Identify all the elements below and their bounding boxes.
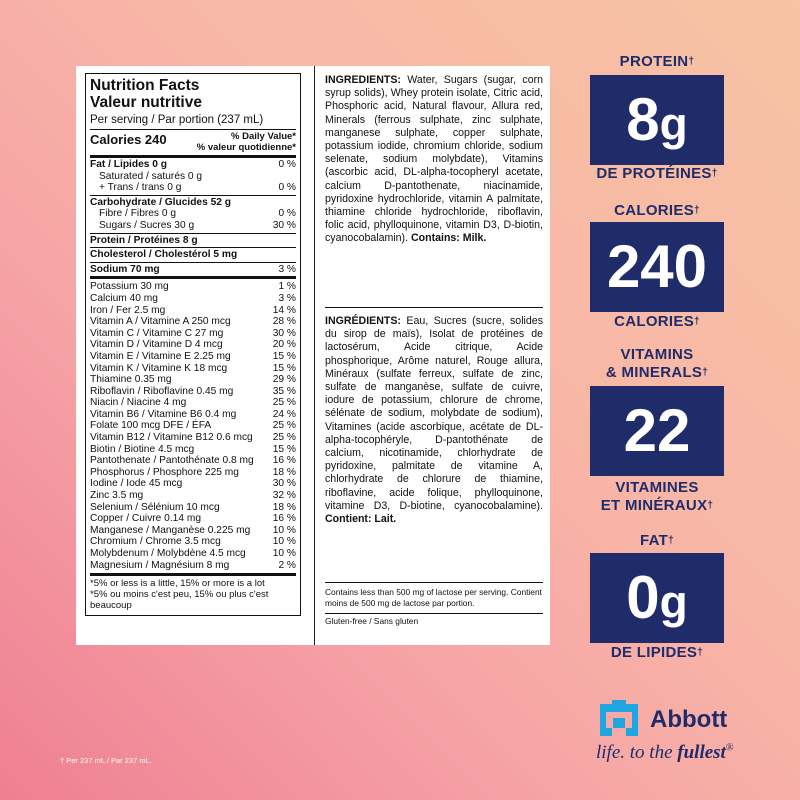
micronutrient-row [90, 467, 296, 479]
brand-tagline [596, 742, 733, 764]
micronutrient-percent: 10 % [272, 548, 296, 559]
abbott-logo [596, 700, 727, 740]
calories-row [90, 130, 296, 158]
nutrient-row [90, 171, 296, 183]
nutrient-label: Sodium 70 mg [90, 263, 160, 275]
micronutrient-percent: 15 % [272, 362, 296, 374]
micronutrient-label: Vitamin K / Vitamine K 18 mcg [90, 362, 228, 374]
nutrient-group [90, 248, 296, 263]
micronutrient-label: Selenium / Sélénium 10 mcg [90, 501, 220, 513]
micronutrient-percent: 10 % [272, 536, 296, 548]
micronutrient-percent: 16 % [272, 513, 296, 525]
micronutrient-label: Molybdenum / Molybdène 4.5 mcg [90, 548, 246, 559]
calories-stat-value: 240 [606, 233, 708, 300]
micronutrient-percent: 30 % [272, 478, 296, 490]
nutrient-label: Fibre / Fibres 0 g [99, 208, 176, 220]
micronutrient-percent: 10 % [272, 524, 296, 536]
nutrient-label: Cholesterol / Cholestérol 5 mg [90, 249, 238, 261]
calories-value: Calories 240 [90, 132, 167, 147]
micronutrient-percent: 28 % [272, 316, 296, 328]
micronutrient-percent: 24 % [272, 408, 296, 420]
micronutrient-percent: 32 % [272, 490, 296, 502]
micronutrient-label: Pantothenate / Pantothénate 0.8 mg [90, 455, 254, 467]
micronutrient-percent: 20 % [272, 339, 296, 351]
fat-fr-text: DE LIPIDES [610, 644, 698, 661]
nutrition-facts-table [85, 73, 301, 616]
calories-label [562, 202, 752, 220]
ingredients-en [325, 74, 543, 246]
vitamins-label [562, 346, 752, 382]
micronutrient-label: Niacin / Niacine 4 mg [90, 397, 187, 409]
micronutrient-percent: 3 % [278, 292, 296, 304]
micronutrient-row [90, 316, 296, 328]
fat-unit: g [659, 576, 688, 628]
nutrient-group [90, 234, 296, 249]
ingredients-en-body: Water, Sugars (sugar, corn syrup solids), Whey protein isolate, Citric acid, Phosphoric acid, Natural flavour, Allura red, Minerals (ferrous sulphate, zinc sulphate, manganese sulphate, copper sulphate, potassium iodide, chromium chloride, sodium selenate, sodium molybdate), Vitamins (ascorbic acid, DL-alpha-tocopheryl acetate, calcium D-pantothenate, niacinamide, pyridoxine hydrochloride, vitamin A palmitate, thiamine chloride hydrochloride, riboflavin, folic acid, phylloquinone, vitamin D3, D-biotin, cyanocobalamin). [325, 74, 543, 245]
micronutrient-percent: 29 % [272, 374, 296, 386]
protein-fr-text: DE PROTÉINES [596, 165, 712, 182]
dagger: † [694, 316, 700, 327]
micronutrient-row [90, 293, 296, 305]
calories-fr-text: CALORIES [614, 313, 695, 330]
micronutrient-row [90, 513, 296, 525]
micronutrient-percent: 25 % [272, 432, 296, 444]
protein-label-text: PROTEIN [619, 53, 689, 70]
daily-value-header: % Daily Value* % valeur quotidienne* [196, 131, 296, 153]
micronutrient-row [90, 339, 296, 351]
micronutrient-percent: 15 % [272, 350, 296, 362]
micronutrient-percent: 1 % [278, 281, 296, 293]
vitamins-label-2: & MINERALS [605, 364, 703, 381]
micronutrient-row [90, 374, 296, 386]
ingredients-en-heading: INGREDIENTS: [325, 74, 401, 86]
protein-fr-label [562, 165, 752, 183]
nutrient-label: + Trans / trans 0 g [99, 182, 182, 194]
tagline-part-1: life. to the [596, 742, 678, 763]
micronutrient-label: Folate 100 mcg DFE / ÉFA [90, 420, 212, 432]
micronutrient-row [90, 363, 296, 375]
micronutrient-percent: 25 % [272, 420, 296, 432]
micronutrient-row [90, 386, 296, 398]
macro-rows [90, 158, 296, 279]
registered-mark: ® [725, 742, 734, 754]
micronutrient-label: Manganese / Manganèse 0.225 mg [90, 524, 251, 536]
nutrient-row [90, 197, 296, 209]
ingredients-fr-body: Eau, Sucres (sucre, solides du sirop de maïs), Isolat de protéines de lactosérum, Acide citrique, Acide phosphorique, Arôme naturel, Rouge allura, Minéraux (sulfate ferreux, sulfate de zinc, sulfate de manganèse, sulfate de cuivre, iodure de potassium, chlorure de chrome, sélénate de sodium, molybdate de sodium), Vitamines (acide ascorbique, acétate de DL-alpha-tocophéryle, D-pantothénate de calcium, nicotinamide, chlorhydrate de pyridoxine, palmitate de vitamine A, chlorhydrate de chlorure de thiamine, riboflavine, acide folique, phylloquinone, vitamine D3, D-biotine, cyanocobalamine). [325, 315, 543, 512]
micronutrient-label: Iron / Fer 2.5 mg [90, 304, 166, 316]
ingredients-fr-heading: INGRÉDIENTS: [325, 315, 401, 327]
vitamins-fr-1: VITAMINES [615, 479, 699, 496]
micronutrient-row [90, 536, 296, 548]
abbott-logo-icon [596, 700, 642, 740]
brand-name: Abbott [650, 706, 728, 733]
micronutrient-label: Chromium / Chrome 3.5 mcg [90, 536, 221, 548]
micronutrient-label: Calcium 40 mg [90, 292, 158, 304]
vitamins-fr-label [562, 479, 752, 515]
micronutrient-percent: 18 % [272, 501, 296, 513]
nutrient-row [90, 159, 296, 171]
calories-label-text: CALORIES [614, 202, 695, 219]
dagger: † [702, 367, 709, 378]
tagline-part-2: fullest [677, 742, 726, 763]
nutrient-label: Saturated / saturés 0 g [99, 170, 203, 182]
nutrient-percent: 30 % [272, 219, 296, 231]
dagger: † [711, 168, 718, 179]
micronutrient-label: Riboflavin / Riboflavine 0.45 mg [90, 385, 234, 397]
vitamins-box [590, 386, 724, 476]
protein-unit: g [659, 98, 688, 150]
micronutrient-label: Potassium 30 mg [90, 281, 169, 293]
dv-footnote [90, 573, 296, 611]
nutrient-group [90, 263, 296, 280]
micronutrient-percent: 35 % [272, 385, 296, 397]
micronutrient-label: Vitamin B12 / Vitamine B12 0.6 mcg [90, 432, 253, 444]
ingredients-divider [325, 307, 543, 308]
nutrient-row [90, 220, 296, 232]
dagger: † [688, 56, 695, 67]
dv-footnote-en: *5% or less is a little, 15% or more is a lot [90, 578, 265, 590]
nutrient-group [90, 158, 296, 196]
nutrient-row [90, 182, 296, 194]
fat-label [562, 532, 752, 550]
protein-label [562, 53, 752, 71]
micronutrient-percent: 2 % [278, 559, 296, 571]
protein-value: 8 [626, 86, 660, 153]
nutrient-row [90, 235, 296, 247]
nutrient-label: Protein / Protéines 8 g [90, 234, 198, 246]
dagger: † [707, 500, 714, 511]
micronutrient-label: Vitamin E / Vitamine E 2.25 mg [90, 350, 231, 362]
micronutrient-percent: 14 % [272, 304, 296, 316]
micronutrient-percent: 30 % [272, 327, 296, 339]
micronutrient-label: Vitamin D / Vitamine D 4 mcg [90, 339, 223, 351]
nutrient-percent: 0 % [278, 159, 296, 170]
calories-box [590, 222, 724, 312]
nutrient-row [90, 208, 296, 220]
nutrient-label: Carbohydrate / Glucides 52 g [90, 196, 231, 208]
micronutrient-row [90, 548, 296, 560]
micronutrient-label: Vitamin B6 / Vitamine B6 0.4 mg [90, 408, 237, 420]
micro-rows [90, 279, 296, 571]
ingredients-fr [325, 315, 543, 526]
micronutrient-label: Vitamin A / Vitamine A 250 mcg [90, 316, 231, 328]
micronutrient-row [90, 351, 296, 363]
micronutrient-percent: 16 % [272, 455, 296, 467]
nutrient-percent: 3 % [278, 263, 296, 275]
nutrient-label: Fat / Lipides 0 g [90, 159, 167, 170]
micronutrient-row [90, 444, 296, 456]
dagger: † [694, 205, 700, 216]
micronutrient-row [90, 490, 296, 502]
nutrition-title-fr: Valeur nutritive [90, 94, 202, 111]
nutrient-row [90, 264, 296, 276]
vitamins-fr-2: ET MINÉRAUX [600, 497, 708, 514]
micronutrient-percent: 15 % [272, 443, 296, 455]
lactose-statement: Contains less than 500 mg of lactose per serving. Contient moins de 500 mg de lactose par portion. [325, 582, 543, 608]
micronutrient-label: Magnesium / Magnésium 8 mg [90, 559, 230, 571]
micronutrient-label: Vitamin C / Vitamine C 27 mg [90, 327, 224, 339]
nutrient-row [90, 249, 296, 261]
nutrient-percent: 0 % [278, 208, 296, 220]
micronutrient-percent: 18 % [272, 466, 296, 478]
micronutrient-label: Zinc 3.5 mg [90, 490, 144, 502]
micronutrient-row [90, 455, 296, 467]
serving-size: Per serving / Par portion (237 mL) [90, 113, 296, 130]
micronutrient-row [90, 409, 296, 421]
micronutrient-row [90, 328, 296, 340]
fat-box [590, 553, 724, 643]
protein-box [590, 75, 724, 165]
ingredients-fr-contains: Contient: Lait. [325, 513, 397, 526]
nutrition-title-en: Nutrition Facts [90, 77, 200, 94]
serving-footnote: † Per 237 mL / Par 237 mL. [60, 756, 152, 765]
fat-value: 0 [626, 564, 660, 631]
micronutrient-row [90, 281, 296, 293]
micronutrient-row [90, 420, 296, 432]
dagger: † [668, 535, 674, 546]
label-panel [76, 66, 550, 645]
micronutrient-label: Biotin / Biotine 4.5 mcg [90, 443, 195, 455]
vitamins-value: 22 [623, 397, 691, 464]
micronutrient-label: Iodine / Iode 45 mcg [90, 478, 183, 490]
dagger: † [697, 647, 704, 658]
vitamins-label-1: VITAMINS [620, 346, 694, 363]
micronutrient-row [90, 305, 296, 317]
micronutrient-row [90, 478, 296, 490]
micronutrient-row [90, 525, 296, 537]
micronutrient-label: Copper / Cuivre 0.14 mg [90, 513, 201, 525]
micronutrient-label: Phosphorus / Phosphore 225 mg [90, 466, 239, 478]
column-divider [314, 66, 315, 645]
fat-label-text: FAT [640, 532, 669, 549]
nutrient-group [90, 196, 296, 234]
fat-fr-label [562, 644, 752, 662]
nutrient-label: Sugars / Sucres 30 g [99, 219, 195, 231]
dv-footnote-fr: *5% ou moins c'est peu, 15% ou plus c'est beaucoup [90, 589, 269, 612]
micronutrient-row [90, 502, 296, 514]
micronutrient-row [90, 397, 296, 409]
nutrient-percent: 0 % [278, 182, 296, 194]
micronutrient-label: Thiamine 0.35 mg [90, 374, 172, 386]
micronutrient-percent: 25 % [272, 397, 296, 409]
ingredients-en-contains: Contains: Milk. [410, 232, 487, 245]
micronutrient-row [90, 432, 296, 444]
micronutrient-row [90, 560, 296, 572]
gluten-statement: Gluten-free / Sans gluten [325, 613, 543, 627]
calories-fr-label [562, 313, 752, 331]
